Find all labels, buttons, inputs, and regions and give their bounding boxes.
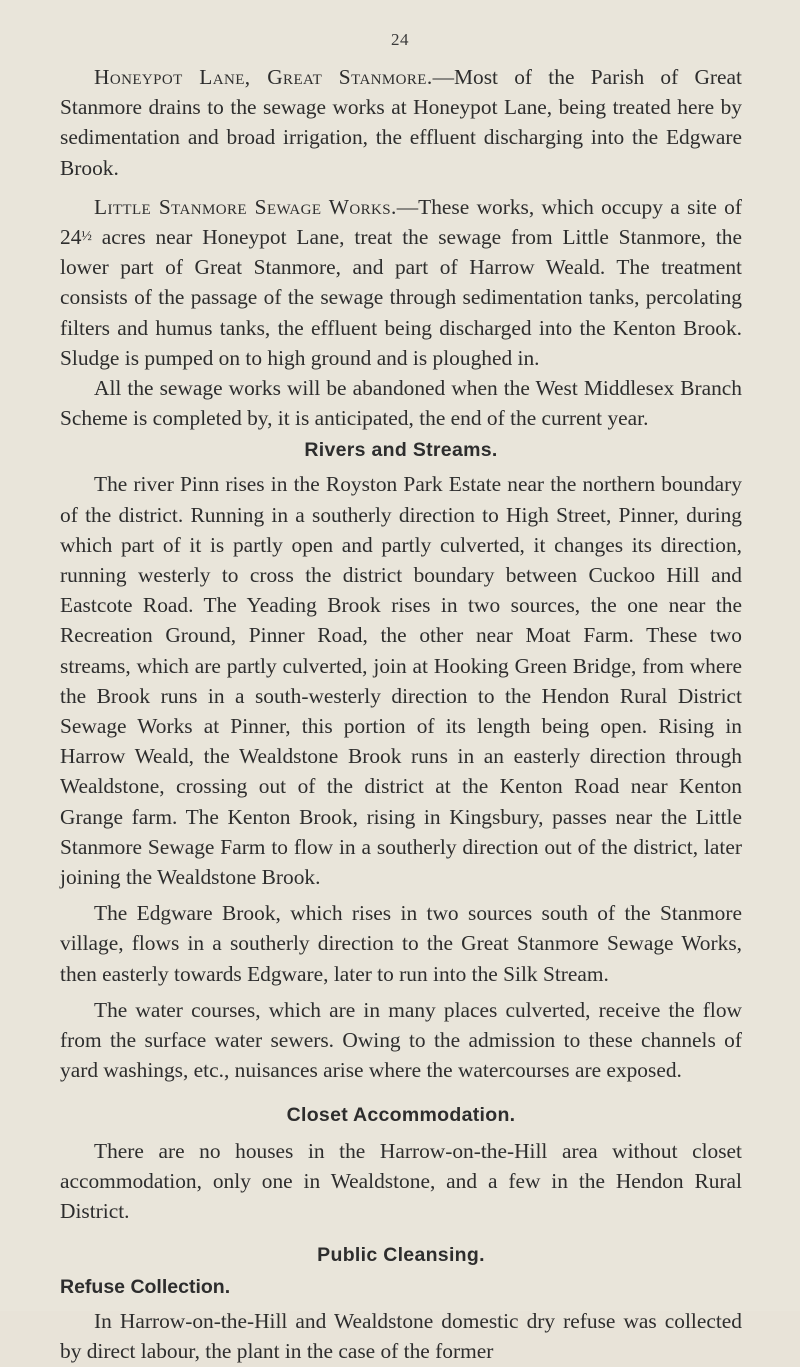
paragraph-honeypot-lane (60, 62, 742, 183)
paragraph-refuse: In Harrow-on-the-Hill and Wealdstone domestic dry refuse was collected by direct labour, the plant in the case of the former (60, 1309, 742, 1364)
paragraph-little-stanmore (60, 192, 742, 373)
heading-public-cleansing: Public Cleansing. (317, 1244, 485, 1267)
paragraph-closet: There are no houses in the Harrow-on-the-Hill area without closet accommodation, only one in Wealdstone, and a few in the Hendon Rural District. (60, 1138, 742, 1223)
page-number: 24 (391, 30, 409, 49)
page-body (60, 62, 742, 1367)
section-title-little-stanmore: Little Stanmore Sewage Works. (94, 194, 397, 219)
fraction-half: ½ (81, 229, 92, 245)
paragraph-text: —These works, which occupy a site of 24 (60, 194, 743, 250)
paragraph-rivers-1: The river Pinn rises in the Royston Park Estate near the northern boundary of the district. Running in a southerly direction to High Street, Pinner, during which part of it is partly open and partly culverted, it changes its direction, running westerly to cross the district boundary between Cuckoo Hill and Eastcote Road. The Yeading Brook rises in two sources, the one near the Recreation Ground, Pinner Road, the other near Moat Farm. These two streams, which are partly culverted, join at Hooking Green Bridge, from where the Brook runs in a south-westerly direction to the Hendon Rural District Sewage Works at Pinner, this portion of its length being open. Rising in Harrow Weald, the Wealdstone Brook runs in an easterly direction through Wealdstone, crossing out of the district at the Kenton Road near Kenton Grange farm. The Kenton Brook, rising in Kingsbury, passes near the Little Stanmore Sewage Farm to flow in a southerly direction out of the district, later joining the Wealdstone Brook. (60, 472, 742, 890)
heading-rivers-and-streams: Rivers and Streams. (304, 439, 498, 462)
paragraph-rivers-3: The water courses, which are in many places culverted, receive the flow from the surface water sewers. Owing to the admission to these channels of yard washings, etc., nuisances arise where the watercourses are exposed. (60, 997, 742, 1083)
paragraph-text: acres near Honeypot Lane, treat the sewage from Little Stanmore, the lower part of Great Stanmore, and part of Harrow Weald. The treatment consists of the passage of the sewage through sedimentation tanks, percolating filters and humus tanks, the effluent being discharged into the Kenton Brook. Sludge is pumped on to high ground and is ploughed in. (60, 225, 742, 370)
paragraph-rivers-2: The Edgware Brook, which rises in two sources south of the Stanmore village, flows in a southerly direction to the Great Stanmore Sewage Works, then easterly towards Edgware, later to run into the Silk Stream. (60, 901, 742, 986)
section-title-honeypot-lane: Honeypot Lane, Great Stanmore. (94, 65, 433, 89)
heading-closet-accommodation: Closet Accommodation. (286, 1103, 516, 1126)
paragraph-text: —Most of the Parish of Great Stanmore drains to the sewage works at Honeypot Lane, being treated here by sedimentation and broad irrigation, the effluent discharging into the Edgware Brook. (60, 65, 742, 180)
subheading-refuse-collection: Refuse Collection. (60, 1276, 231, 1299)
paragraph-abandoned: All the sewage works will be abandoned when the West Middlesex Branch Scheme is completed by, it is anticipated, the end of the current year. (60, 376, 742, 431)
